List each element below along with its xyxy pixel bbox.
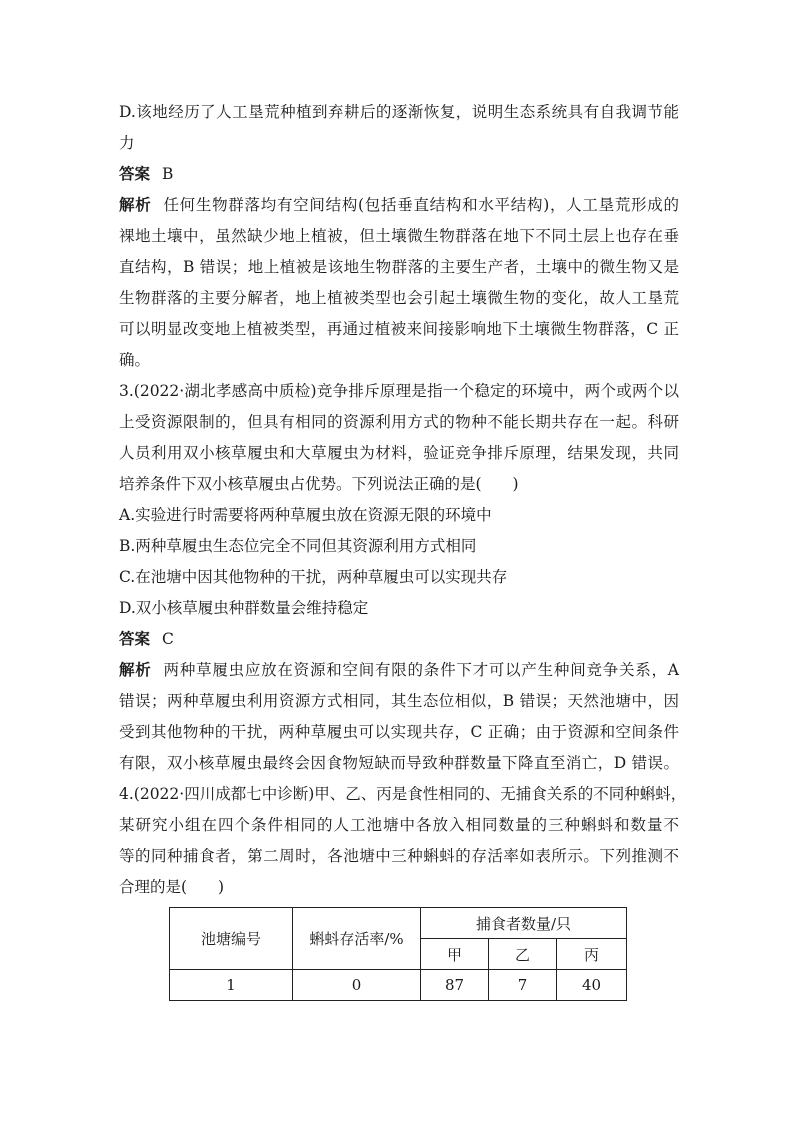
question-3-line-2: 上受资源限制的，但具有相同的资源利用方式的物种不能长期共存在一起。科研 <box>119 413 679 431</box>
analysis-1-line-1: 解析 任何生物群落均有空间结构(包括垂直结构和水平结构)，人工垦荒形成的 <box>119 196 679 214</box>
answer-value: B <box>162 165 174 183</box>
analysis-1-line-4: 生物群落的主要分解者，地上植被类型也会引起土壤微生物的变化，故人工垦荒 <box>119 289 679 307</box>
option-d-line-1: D.该地经历了人工垦荒种植到弃耕后的逐渐恢复，说明生态系统具有自我调节能 <box>119 103 679 121</box>
answer-label: 答案 <box>119 165 151 183</box>
option-b: B.两种草履虫生态位完全不同但其资源利用方式相同 <box>119 537 477 555</box>
survival-rate-table <box>169 907 627 1001</box>
header-pond-number: 池塘编号 <box>170 908 293 970</box>
cell-bing: 40 <box>557 970 627 1001</box>
answer-value: C <box>162 630 174 648</box>
cell-rate: 0 <box>293 970 421 1001</box>
analysis-2-line-4: 有限，双小核草履虫最终会因食物短缺而导致种群数量下降直至消亡，D 错误。 <box>119 754 679 772</box>
analysis-1-line-6: 确。 <box>119 351 151 369</box>
header-bing: 丙 <box>557 939 627 970</box>
question-3-line-1: 3.(2022·湖北孝感高中质检)竞争排斥原理是指一个稳定的环境中，两个或两个以 <box>119 382 679 400</box>
analysis-label: 解析 <box>119 661 152 679</box>
answer-1 <box>119 164 679 184</box>
analysis-2-line-1: 解析 两种草履虫应放在资源和空间有限的条件下才可以产生种间竞争关系，A <box>119 661 679 679</box>
cell-jia: 87 <box>421 970 489 1001</box>
option-d: D.双小核草履虫种群数量会维持稳定 <box>119 599 369 617</box>
option-a: A.实验进行时需要将两种草履虫放在资源无限的环境中 <box>119 506 492 524</box>
question-4-line-3: 等的同种捕食者，第二周时，各池塘中三种蝌蚪的存活率如表所示。下列推测不 <box>119 847 679 865</box>
question-3-line-4: 培养条件下双小核草履虫占优势。下列说法正确的是( ) <box>119 475 519 493</box>
answer-label: 答案 <box>119 630 151 648</box>
analysis-1-line-3: 直结构，B 错误；地上植被是该地生物群落的主要生产者，土壤中的微生物又是 <box>119 258 679 276</box>
header-survival-rate: 蝌蚪存活率/% <box>293 908 421 970</box>
header-predator-count: 捕食者数量/只 <box>421 908 627 939</box>
cell-yi: 7 <box>489 970 557 1001</box>
question-4-line-1: 4.(2022·四川成都七中诊断)甲、乙、丙是食性相同的、无捕食关系的不同种蝌蚪， <box>119 785 687 803</box>
analysis-2-line-3: 受到其他物种的干扰，两种草履虫可以实现共存，C 正确；由于资源和空间条件 <box>119 723 679 741</box>
analysis-1-line-5: 可以明显改变地上植被类型，再通过植被来间接影响地下土壤微生物群落，C 正 <box>119 320 679 338</box>
question-4-line-2: 某研究小组在四个条件相同的人工池塘中各放入相同数量的三种蝌蚪和数量不 <box>119 816 679 834</box>
header-yi: 乙 <box>489 939 557 970</box>
answer-2 <box>119 629 679 649</box>
header-jia: 甲 <box>421 939 489 970</box>
analysis-2-line-2: 错误；两种草履虫利用资源方式相同，其生态位相似，B 错误；天然池塘中，因 <box>119 692 679 710</box>
option-c: C.在池塘中因其他物种的干扰，两种草履虫可以实现共存 <box>119 568 508 586</box>
table-row <box>170 970 627 1001</box>
question-3-line-3: 人员利用双小核草履虫和大草履虫为材料，验证竞争排斥原理，结果发现，共同 <box>119 444 679 462</box>
cell-pond: 1 <box>170 970 293 1001</box>
analysis-label: 解析 <box>119 196 152 214</box>
question-4-line-4: 合理的是( ) <box>119 878 225 896</box>
analysis-1-line-2: 裸地土壤中，虽然缺少地上植被，但土壤微生物群落在地下不同土层上也存在垂 <box>119 227 679 245</box>
option-d-line-2: 力 <box>119 134 135 152</box>
